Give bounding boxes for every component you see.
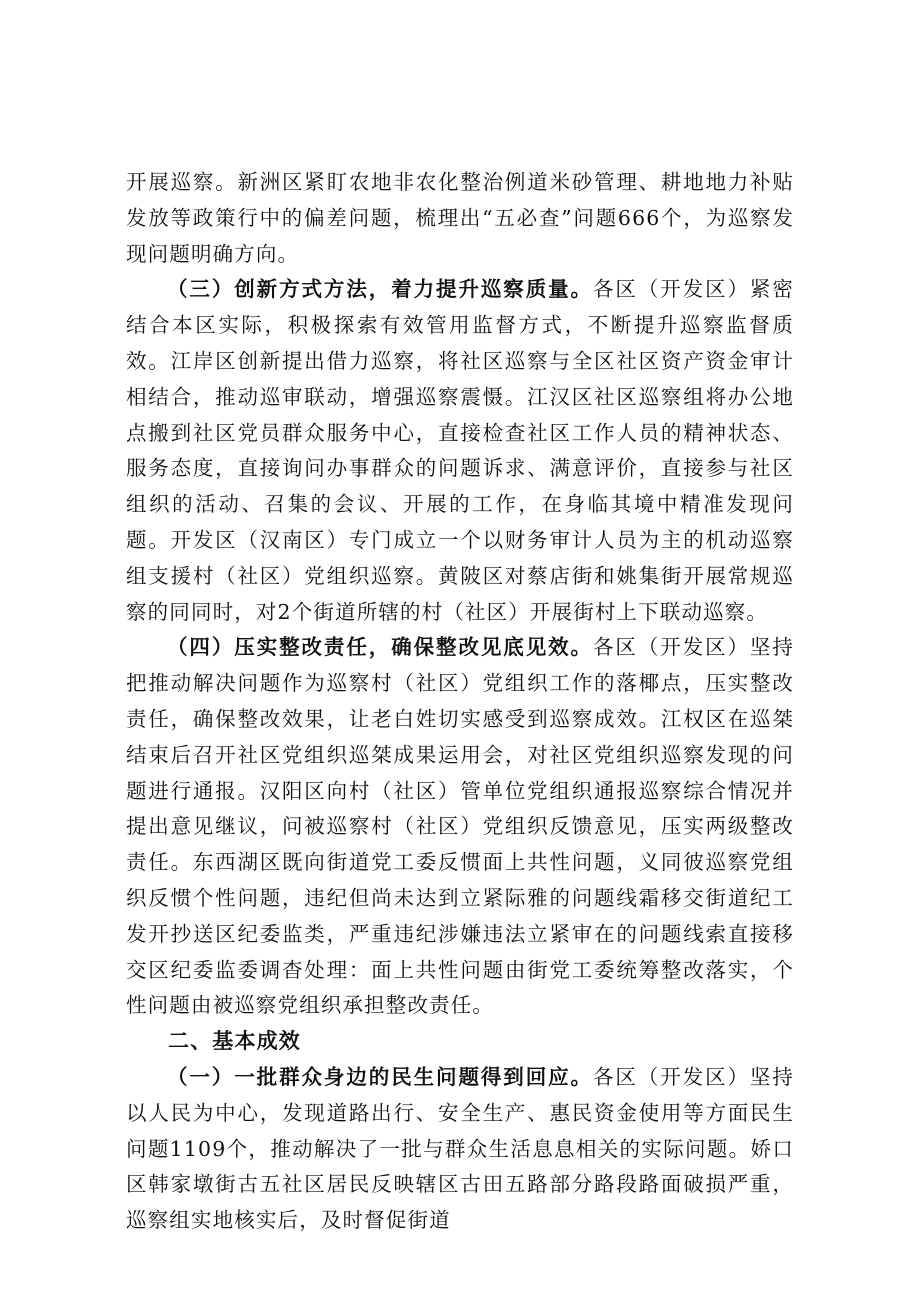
- paragraph-rectification-responsibility: [126, 630, 794, 1024]
- paragraph-text: 各区（开发区）坚持以人民为中心，发现道路出行、安全生产、惠民资金使用等方面民生问题1109个，推动解决了一批与群众生活息息相关的实际问题。娇口区韩家墩街古五社区居民反映辖区古田五路部分路段路面破损严重，巡察组实地核实后，及时督促街道: [126, 1064, 794, 1233]
- paragraph-continuation: [126, 165, 794, 272]
- paragraph-text: 各区（开发区）坚持把推动解决问题作为巡察村（社区）党组织工作的落椰点，压实整改责任，确保整改效果，让老白姓切实感受到巡察成效。江权区在巡桀结束后召开社区党组织巡桀成果运用会，对社区党组织巡察发现的问题进行通报。汉阳区向村（社区）管单位党组织通报巡察综合情况并提出意见继议，问被巡察村（社区）党组织反馈意见，压实两级整改责任。东西湖区既向街道党工委反惯面上共性问题，义同彼巡察党组织反惯个性问题，违纪但尚未达到立紧际雅的问题线霜移交街道纪工发开抄送区纪委监类，严重违纪涉嫌违法立紧审在的问题线索直接移交区纪委监委调杳处理：面上共性问题由街党工委统筹整改落实，个性问题由被巡察党组织承担整改责任。: [126, 635, 794, 1018]
- paragraph-lead: （一）一批群众身边的民生问题得到回应。: [167, 1064, 593, 1089]
- paragraph-text: 各区（开发区）紧密结合本区实际，积极探索有效管用监督方式，不断提升巡察监督质效。江岸区创新提出借力巡察，将社区巡察与全区社区资产资金审计相结合，推动巡审联动，增强巡察震慑。江汉区社区巡察组将办公地点搬到社区党员群众服务中心，直接检查社区工作人员的精神状态、服务态度，直接询问办事群众的问题诉求、满意评价，直接参与社区组织的活动、召集的会议、开展的工作，在身临其境中精准发现问题。开发区（汉南区）专门成立一个以财务审计人员为主的机动巡察组支援村（社区）党组织巡察。黄陂区对蔡店街和姚集街开展常规巡察的同同时，对2个街道所辖的村（社区）开展街村上下联动巡察。: [126, 277, 794, 624]
- section-heading: 二、基本成效: [168, 1029, 301, 1054]
- paragraph-lead: （三）创新方式方法，着力提升巡察质量。: [167, 277, 593, 302]
- document-body: [126, 165, 794, 1239]
- paragraph-innovation-methods: [126, 272, 794, 630]
- paragraph-text: 开展巡察。新洲区紧盯农地非农化整治例道米砂管理、耕地地力补贴发放等政策行中的偏差问题，梳理出“五必查”问题666个，为巡察发现问题明确方向。: [126, 170, 794, 266]
- paragraph-livelihood-issues: [126, 1060, 794, 1239]
- paragraph-lead: （四）压实整改责任，确保整改见底见效。: [167, 635, 593, 660]
